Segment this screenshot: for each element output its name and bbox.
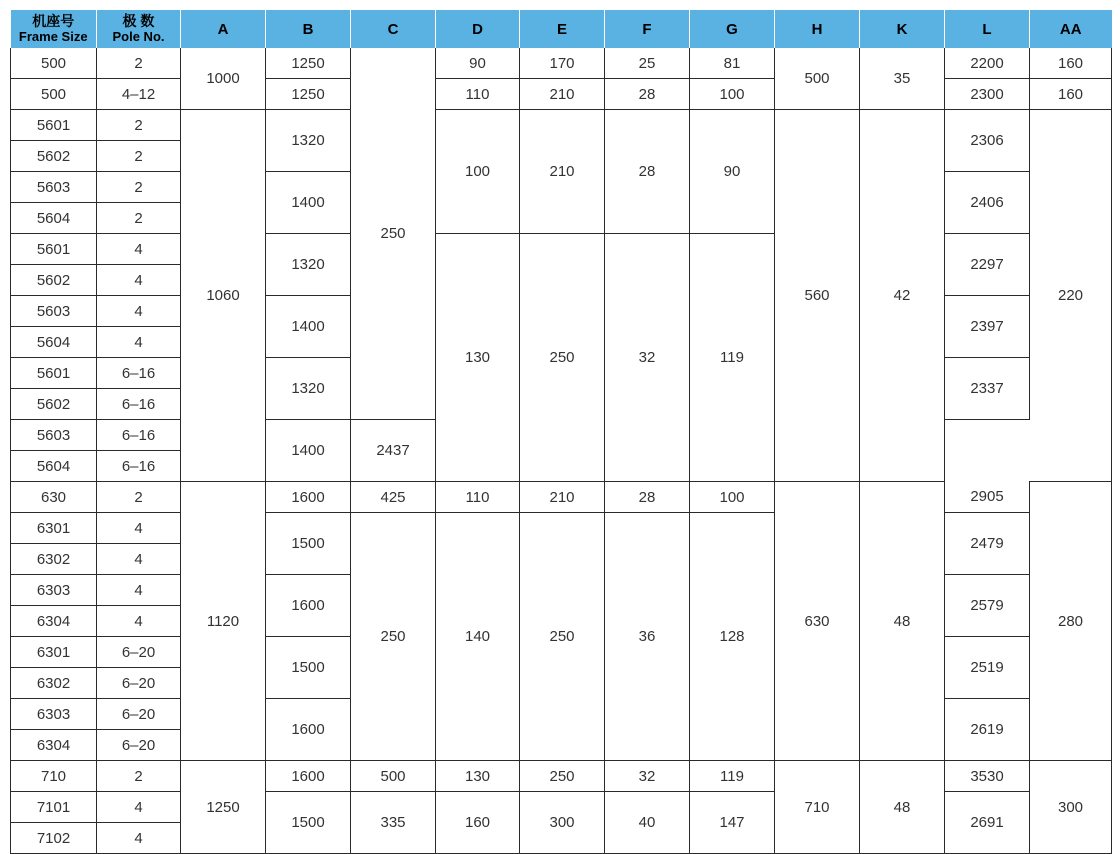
pole-cell: 6–20	[97, 730, 181, 761]
c-cell: 250	[351, 513, 436, 761]
pole-cell: 4	[97, 575, 181, 606]
frame-size-cell: 5602	[11, 389, 97, 420]
frame-size-cell: 6301	[11, 637, 97, 668]
f-cell: 28	[605, 110, 690, 234]
pole-cell: 2	[97, 141, 181, 172]
pole-cell: 2	[97, 110, 181, 141]
e-cell: 250	[520, 513, 605, 761]
pole-cell: 6–16	[97, 358, 181, 389]
frame-size-cell: 500	[11, 79, 97, 110]
h-cell: 500	[775, 48, 860, 110]
table-row	[11, 48, 1112, 79]
g-cell: 100	[690, 79, 775, 110]
frame-size-cell: 5602	[11, 265, 97, 296]
k-cell: 48	[860, 482, 945, 761]
b-cell: 1320	[266, 110, 351, 172]
aa-cell: 300	[1030, 761, 1112, 854]
l-cell: 2579	[945, 575, 1030, 637]
table-row	[11, 792, 1112, 823]
pole-cell: 4	[97, 513, 181, 544]
e-cell: 250	[520, 234, 605, 482]
pole-cell: 6–16	[97, 451, 181, 482]
b-cell: 1600	[266, 761, 351, 792]
table-row	[11, 761, 1112, 792]
pole-cell: 6–16	[97, 389, 181, 420]
header-e: E	[520, 10, 605, 48]
header-c: C	[351, 10, 436, 48]
f-cell: 36	[605, 513, 690, 761]
e-cell: 170	[520, 48, 605, 79]
e-cell: 300	[520, 792, 605, 854]
pole-cell: 6–20	[97, 699, 181, 730]
h-cell: 630	[775, 482, 860, 761]
header-pole-en: Pole No.	[112, 29, 165, 44]
pole-cell: 4–12	[97, 79, 181, 110]
pole-cell: 2	[97, 482, 181, 513]
aa-cell: 160	[1030, 48, 1112, 79]
g-cell: 90	[690, 110, 775, 234]
a-cell: 1250	[181, 761, 266, 854]
b-cell: 1600	[266, 699, 351, 761]
pole-cell: 4	[97, 296, 181, 327]
frame-size-cell: 7102	[11, 823, 97, 854]
frame-size-cell: 6301	[11, 513, 97, 544]
aa-cell: 220	[1030, 110, 1112, 482]
frame-size-cell: 5602	[11, 141, 97, 172]
aa-cell: 160	[1030, 79, 1112, 110]
l-cell: 2297	[945, 234, 1030, 296]
d-cell: 130	[436, 761, 520, 792]
frame-size-cell: 6302	[11, 668, 97, 699]
d-cell: 130	[436, 234, 520, 482]
c-cell: 500	[351, 761, 436, 792]
header-frame-size	[11, 10, 97, 48]
pole-cell: 4	[97, 265, 181, 296]
b-cell: 1500	[266, 792, 351, 854]
b-cell: 1500	[266, 637, 351, 699]
c-cell: 250	[351, 48, 436, 420]
pole-cell: 4	[97, 823, 181, 854]
d-cell: 110	[436, 79, 520, 110]
pole-cell: 4	[97, 792, 181, 823]
frame-size-cell: 5601	[11, 358, 97, 389]
g-cell: 128	[690, 513, 775, 761]
h-cell: 560	[775, 110, 860, 482]
header-h: H	[775, 10, 860, 48]
d-cell: 100	[436, 110, 520, 234]
l-cell: 2200	[945, 48, 1030, 79]
c-cell: 425	[351, 482, 436, 513]
dimension-table	[10, 10, 1112, 854]
b-cell: 1400	[266, 296, 351, 358]
b-cell: 1320	[266, 234, 351, 296]
a-cell: 1060	[181, 110, 266, 482]
frame-size-cell: 5601	[11, 110, 97, 141]
table-row	[11, 110, 1112, 141]
header-b: B	[266, 10, 351, 48]
header-k: K	[860, 10, 945, 48]
frame-size-cell: 630	[11, 482, 97, 513]
l-cell: 2306	[945, 110, 1030, 172]
f-cell: 32	[605, 234, 690, 482]
pole-cell: 2	[97, 172, 181, 203]
pole-cell: 6–16	[97, 420, 181, 451]
b-cell: 1250	[266, 79, 351, 110]
frame-size-cell: 5604	[11, 203, 97, 234]
header-f: F	[605, 10, 690, 48]
d-cell: 160	[436, 792, 520, 854]
frame-size-cell: 5603	[11, 172, 97, 203]
header-frame-size-cn: 机座号	[32, 13, 75, 29]
l-cell: 2519	[945, 637, 1030, 699]
l-cell: 2905	[945, 482, 1030, 513]
k-cell: 48	[860, 761, 945, 854]
header-pole-cn: 极 数	[122, 13, 155, 29]
b-cell: 1400	[266, 420, 351, 482]
frame-size-cell: 500	[11, 48, 97, 79]
l-cell: 2437	[351, 420, 436, 482]
frame-size-cell: 6304	[11, 606, 97, 637]
l-cell: 2300	[945, 79, 1030, 110]
k-cell: 35	[860, 48, 945, 110]
header-g: G	[690, 10, 775, 48]
header-frame-size-en: Frame Size	[18, 29, 88, 44]
g-cell: 81	[690, 48, 775, 79]
f-cell: 40	[605, 792, 690, 854]
pole-cell: 4	[97, 606, 181, 637]
d-cell: 90	[436, 48, 520, 79]
b-cell: 1600	[266, 575, 351, 637]
g-cell: 119	[690, 234, 775, 482]
header-d: D	[436, 10, 520, 48]
g-cell: 100	[690, 482, 775, 513]
b-cell: 1250	[266, 48, 351, 79]
l-cell: 2619	[945, 699, 1030, 761]
aa-cell: 280	[1030, 482, 1112, 761]
l-cell: 3530	[945, 761, 1030, 792]
l-cell: 2337	[945, 358, 1030, 420]
b-cell: 1320	[266, 358, 351, 420]
frame-size-cell: 6304	[11, 730, 97, 761]
l-cell: 2479	[945, 513, 1030, 575]
l-cell: 2691	[945, 792, 1030, 854]
table-row	[11, 513, 1112, 544]
frame-size-cell: 6302	[11, 544, 97, 575]
table-row	[11, 234, 1112, 265]
f-cell: 32	[605, 761, 690, 792]
frame-size-cell: 710	[11, 761, 97, 792]
l-cell: 2406	[945, 172, 1030, 234]
f-cell: 25	[605, 48, 690, 79]
pole-cell: 6–20	[97, 637, 181, 668]
e-cell: 210	[520, 110, 605, 234]
frame-size-cell: 5601	[11, 234, 97, 265]
pole-cell: 4	[97, 544, 181, 575]
pole-cell: 4	[97, 234, 181, 265]
header-aa: AA	[1030, 10, 1112, 48]
e-cell: 210	[520, 482, 605, 513]
pole-cell: 2	[97, 203, 181, 234]
frame-size-cell: 5603	[11, 296, 97, 327]
frame-size-cell: 5604	[11, 327, 97, 358]
k-cell: 42	[860, 110, 945, 482]
pole-cell: 2	[97, 761, 181, 792]
b-cell: 1500	[266, 513, 351, 575]
table-row	[11, 482, 1112, 513]
header-a: A	[181, 10, 266, 48]
e-cell: 250	[520, 761, 605, 792]
pole-cell: 6–20	[97, 668, 181, 699]
l-cell: 2397	[945, 296, 1030, 358]
b-cell: 1400	[266, 172, 351, 234]
frame-size-cell: 5604	[11, 451, 97, 482]
h-cell: 710	[775, 761, 860, 854]
g-cell: 147	[690, 792, 775, 854]
f-cell: 28	[605, 482, 690, 513]
header-pole-no	[97, 10, 181, 48]
frame-size-cell: 6303	[11, 699, 97, 730]
table-row	[11, 79, 1112, 110]
header-l: L	[945, 10, 1030, 48]
e-cell: 210	[520, 79, 605, 110]
f-cell: 28	[605, 79, 690, 110]
pole-cell: 2	[97, 48, 181, 79]
frame-size-cell: 5603	[11, 420, 97, 451]
pole-cell: 4	[97, 327, 181, 358]
d-cell: 140	[436, 513, 520, 761]
frame-size-cell: 7101	[11, 792, 97, 823]
header-row	[11, 10, 1112, 48]
a-cell: 1000	[181, 48, 266, 110]
d-cell: 110	[436, 482, 520, 513]
g-cell: 119	[690, 761, 775, 792]
b-cell: 1600	[266, 482, 351, 513]
frame-size-cell: 6303	[11, 575, 97, 606]
c-cell: 335	[351, 792, 436, 854]
a-cell: 1120	[181, 482, 266, 761]
